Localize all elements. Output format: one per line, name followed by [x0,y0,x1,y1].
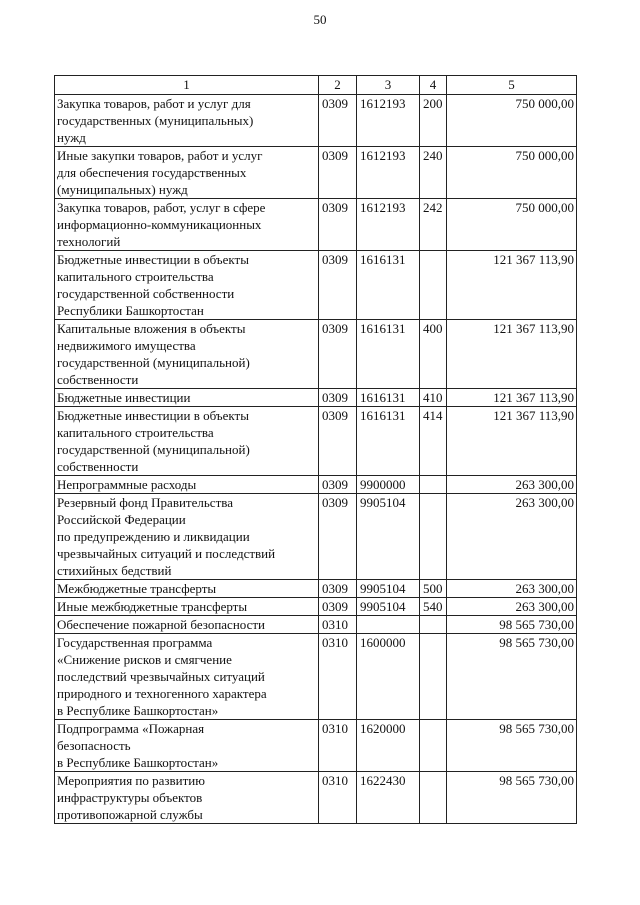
cell-amount: 98 565 730,00 [447,772,577,824]
cell-section: 0309 [319,476,357,494]
cell-name: Резервный фонд Правительства Российской Федерации по предупреждению и ликвидации чрезвычайных ситуаций и последствий стихийных бедствий [55,494,319,580]
column-header-name: 1 [55,76,319,95]
cell-name: Капитальные вложения в объекты недвижимого имущества государственной (муниципальной) собственности [55,320,319,389]
cell-target: 1612193 [357,147,420,199]
column-header-section: 2 [319,76,357,95]
cell-type: 410 [420,389,447,407]
cell-target: 1612193 [357,95,420,147]
cell-name: Бюджетные инвестиции в объекты капитального строительства государственной собственности Республики Башкортостан [55,251,319,320]
cell-section: 0310 [319,616,357,634]
cell-target: 1622430 [357,772,420,824]
cell-amount: 98 565 730,00 [447,634,577,720]
column-header-target: 3 [357,76,420,95]
cell-name: Бюджетные инвестиции в объекты капитального строительства государственной (муниципальной) собственности [55,407,319,476]
table-row [55,476,577,494]
cell-name: Иные межбюджетные трансферты [55,598,319,616]
table-header-row [55,76,577,95]
cell-target: 9900000 [357,476,420,494]
cell-target: 1600000 [357,634,420,720]
cell-name: Государственная программа «Снижение рисков и смягчение последствий чрезвычайных ситуаций природного и техногенного характера в Республике Башкортостан» [55,634,319,720]
column-header-type: 4 [420,76,447,95]
cell-section: 0310 [319,772,357,824]
table-row [55,320,577,389]
cell-name: Закупка товаров, работ и услуг для государственных (муниципальных) нужд [55,95,319,147]
cell-target: 9905104 [357,598,420,616]
cell-amount: 121 367 113,90 [447,407,577,476]
cell-target [357,616,420,634]
cell-type: 200 [420,95,447,147]
cell-amount: 750 000,00 [447,147,577,199]
cell-target: 1616131 [357,320,420,389]
table-row [55,494,577,580]
cell-section: 0309 [319,147,357,199]
cell-amount: 121 367 113,90 [447,320,577,389]
cell-section: 0309 [319,389,357,407]
cell-amount: 263 300,00 [447,494,577,580]
cell-amount: 263 300,00 [447,580,577,598]
page-number: 50 [313,12,327,27]
cell-type [420,616,447,634]
table-row [55,199,577,251]
table-row [55,616,577,634]
cell-amount: 98 565 730,00 [447,616,577,634]
cell-target: 1616131 [357,251,420,320]
table-row [55,598,577,616]
cell-type [420,634,447,720]
cell-name: Обеспечение пожарной безопасности [55,616,319,634]
table-row [55,634,577,720]
cell-name: Непрограммные расходы [55,476,319,494]
cell-section: 0309 [319,494,357,580]
table-row [55,407,577,476]
cell-type [420,494,447,580]
cell-name: Межбюджетные трансферты [55,580,319,598]
cell-section: 0309 [319,407,357,476]
cell-type [420,476,447,494]
cell-amount: 98 565 730,00 [447,720,577,772]
cell-type: 400 [420,320,447,389]
cell-amount: 263 300,00 [447,476,577,494]
cell-type: 242 [420,199,447,251]
cell-type: 414 [420,407,447,476]
cell-target: 1616131 [357,407,420,476]
table-body [55,95,577,824]
cell-amount: 750 000,00 [447,95,577,147]
cell-name: Закупка товаров, работ, услуг в сфере информационно-коммуникационных технологий [55,199,319,251]
table-row [55,389,577,407]
cell-target: 1620000 [357,720,420,772]
cell-section: 0310 [319,720,357,772]
cell-target: 1616131 [357,389,420,407]
budget-table [54,75,577,824]
cell-section: 0310 [319,634,357,720]
table-row [55,580,577,598]
cell-name: Иные закупки товаров, работ и услуг для обеспечения государственных (муниципальных) нужд [55,147,319,199]
table-row [55,251,577,320]
cell-section: 0309 [319,199,357,251]
cell-target: 9905104 [357,494,420,580]
cell-name: Бюджетные инвестиции [55,389,319,407]
cell-target: 1612193 [357,199,420,251]
cell-section: 0309 [319,95,357,147]
cell-target: 9905104 [357,580,420,598]
cell-type [420,772,447,824]
cell-amount: 121 367 113,90 [447,251,577,320]
cell-type: 500 [420,580,447,598]
cell-section: 0309 [319,251,357,320]
cell-type [420,720,447,772]
cell-name: Подпрограмма «Пожарная безопасность в Республике Башкортостан» [55,720,319,772]
table-row [55,720,577,772]
cell-name: Мероприятия по развитию инфраструктуры объектов противопожарной службы [55,772,319,824]
cell-amount: 750 000,00 [447,199,577,251]
cell-section: 0309 [319,580,357,598]
cell-section: 0309 [319,598,357,616]
column-header-amount: 5 [447,76,577,95]
cell-amount: 263 300,00 [447,598,577,616]
cell-type: 240 [420,147,447,199]
cell-type: 540 [420,598,447,616]
table-row [55,147,577,199]
table-row [55,95,577,147]
cell-type [420,251,447,320]
cell-amount: 121 367 113,90 [447,389,577,407]
table-row [55,772,577,824]
cell-section: 0309 [319,320,357,389]
